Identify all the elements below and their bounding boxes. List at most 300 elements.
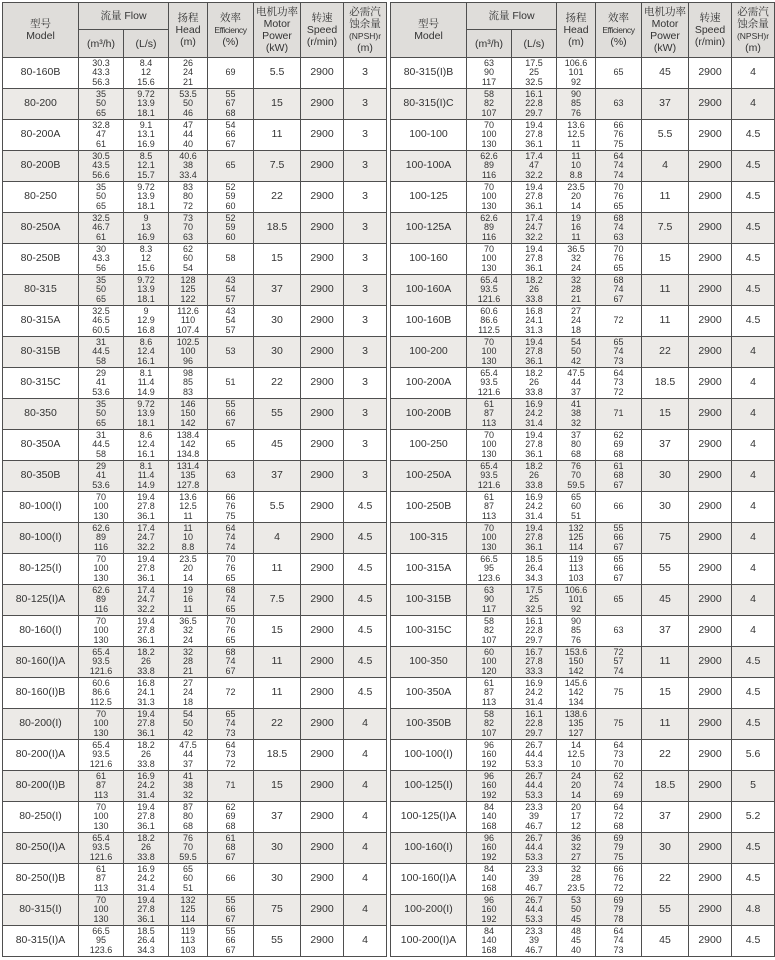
cell-line: (NPSH)r [348, 31, 382, 41]
cell-line: 60 [225, 231, 236, 242]
cell-line: 127 [568, 727, 584, 738]
model-cell: 100-350A [391, 678, 467, 709]
efficiency-cell [596, 368, 642, 399]
cell-line: 76 [613, 873, 624, 884]
head-cell [169, 275, 208, 306]
speed-cell: 2900 [301, 368, 344, 399]
cell-line: 45 [570, 935, 581, 946]
model-cell: 100-125(I) [391, 771, 467, 802]
cell-line: 29.7 [525, 634, 543, 645]
cell-line: 66.5 [480, 553, 498, 564]
cell-line: 132 [180, 894, 196, 905]
cell-line: 36.1 [137, 634, 155, 645]
flow-m3h-cell [79, 244, 124, 275]
cell-line: 87 [483, 408, 494, 419]
cell-line: (m) [568, 36, 584, 48]
table-row [3, 368, 387, 399]
model-cell: 80-200(I)B [3, 771, 79, 802]
cell-line: 58 [483, 708, 494, 719]
table-row [3, 926, 387, 957]
cell-line: 19.4 [525, 522, 543, 533]
cell-line: 53.3 [525, 851, 543, 862]
flow-ls-cell [512, 213, 557, 244]
cell-line: 16.1 [525, 708, 543, 719]
cell-line: 83 [182, 181, 193, 192]
cell-line: 98 [182, 367, 193, 378]
head-cell [557, 771, 596, 802]
efficiency-cell [596, 864, 642, 895]
cell-line: 26 [528, 284, 539, 295]
speed-cell: 2900 [689, 430, 732, 461]
cell-line: 76 [225, 501, 236, 512]
flow-m3h-cell [467, 647, 512, 678]
flow-m3h-cell [467, 151, 512, 182]
model-cell: 100-350B [391, 709, 467, 740]
model-cell: 80-250 [3, 182, 79, 213]
efficiency-cell [208, 399, 254, 430]
cell-line: 113 [481, 696, 497, 707]
cell-line: 63 [613, 98, 624, 109]
cell-line: 36 [570, 832, 581, 843]
cell-line: 69 [225, 67, 236, 78]
flow-ls-cell [512, 182, 557, 213]
cell-line: 63 [182, 231, 193, 242]
cell-line: 74 [613, 935, 624, 946]
motor-power-cell: 30 [642, 461, 689, 492]
cell-line: 12 [570, 820, 581, 831]
npsh-cell: 4 [732, 337, 775, 368]
table-row [3, 678, 387, 709]
cell-line: 效率 [220, 12, 241, 24]
flow-m3h-cell [79, 771, 124, 802]
head-cell [169, 647, 208, 678]
cell-line: 68 [613, 448, 624, 459]
model-cell: 100-160A [391, 275, 467, 306]
cell-line: 73 [613, 944, 624, 955]
cell-line: 65 [95, 417, 106, 428]
cell-line: 142 [568, 687, 584, 698]
table-row [391, 895, 775, 926]
speed-cell: 2900 [301, 585, 344, 616]
efficiency-cell [596, 182, 642, 213]
cell-line: 扬程 [177, 12, 199, 24]
cell-line: 76 [613, 253, 624, 264]
speed-cell: 2900 [689, 523, 732, 554]
cell-line: 9.72 [137, 274, 155, 285]
cell-line: 66 [613, 563, 624, 574]
head-cell [169, 616, 208, 647]
cell-line: 68 [613, 820, 624, 831]
cell-line: 55 [225, 894, 236, 905]
cell-line: 66 [225, 129, 236, 140]
speed-cell: 2900 [689, 895, 732, 926]
col-header-model [3, 3, 79, 58]
cell-line: 61 [613, 460, 624, 471]
cell-line: 31.3 [137, 696, 155, 707]
cell-line: 19.4 [525, 243, 543, 254]
motor-power-cell: 11 [642, 306, 689, 337]
cell-line: 67 [225, 665, 236, 676]
cell-line: 53.3 [525, 758, 543, 769]
cell-line: 39 [528, 935, 539, 946]
cell-line: 68 [225, 820, 236, 831]
cell-line: 21 [182, 76, 193, 87]
efficiency-cell [208, 740, 254, 771]
table-row [391, 802, 775, 833]
table-row [3, 523, 387, 554]
cell-line: 32.2 [137, 603, 155, 614]
cell-line: 67 [225, 417, 236, 428]
cell-line: 57 [613, 656, 624, 667]
cell-line: 60.6 [92, 677, 110, 688]
npsh-cell: 4.5 [344, 678, 387, 709]
cell-line: 117 [481, 603, 497, 614]
table-row [391, 678, 775, 709]
efficiency-cell [596, 678, 642, 709]
cell-line: 62 [613, 429, 624, 440]
cell-line: 25 [528, 67, 539, 78]
npsh-cell: 4 [344, 833, 387, 864]
cell-line: 33.8 [525, 479, 543, 490]
cell-line: 19.4 [137, 894, 155, 905]
model-cell: 80-100(I) [3, 523, 79, 554]
cell-line: 113 [93, 789, 109, 800]
table-row [3, 275, 387, 306]
cell-line: 101 [568, 67, 584, 78]
col-header-npsh [344, 3, 387, 58]
cell-line: Speed [694, 24, 726, 36]
speed-cell: 2900 [689, 89, 732, 120]
cell-line: 37 [182, 758, 193, 769]
cell-line: 67 [225, 851, 236, 862]
speed-cell: 2900 [301, 554, 344, 585]
cell-line: 82 [483, 718, 494, 729]
cell-line: 16.8 [137, 324, 155, 335]
flow-m3h-cell [79, 492, 124, 523]
cell-line: 18.2 [525, 460, 543, 471]
cell-line: 21 [182, 665, 193, 676]
speed-cell: 2900 [301, 275, 344, 306]
flow-m3h-cell [467, 337, 512, 368]
head-cell [169, 554, 208, 585]
cell-line: 44 [570, 377, 581, 388]
motor-power-cell: 30 [642, 833, 689, 864]
head-cell [557, 182, 596, 213]
efficiency-cell [596, 771, 642, 802]
flow-m3h-cell [79, 306, 124, 337]
cell-line: 9 [143, 305, 149, 316]
cell-line: 32.2 [525, 231, 543, 242]
table-row [3, 833, 387, 864]
cell-line: 89 [483, 222, 494, 233]
cell-line: 22.8 [525, 718, 543, 729]
cell-line: 150 [568, 656, 584, 667]
cell-line: 24 [182, 634, 193, 645]
cell-line: 32 [182, 646, 193, 657]
cell-line: 50 [182, 98, 193, 109]
cell-line: 112.5 [478, 324, 500, 335]
cell-line: 16 [182, 594, 193, 605]
cell-line: 70 [483, 336, 494, 347]
head-cell [169, 895, 208, 926]
npsh-cell: 4.5 [344, 616, 387, 647]
motor-power-cell: 37 [254, 275, 301, 306]
head-cell [169, 120, 208, 151]
cell-line: 12.5 [567, 749, 585, 760]
cell-line: 85 [570, 98, 581, 109]
npsh-cell: 4 [344, 709, 387, 740]
flow-ls-cell [124, 647, 169, 678]
cell-line: 58 [95, 448, 106, 459]
cell-line: 23.5 [179, 553, 197, 564]
cell-line: 192 [481, 851, 497, 862]
cell-line: 74 [613, 346, 624, 357]
cell-line: 17.4 [525, 150, 543, 161]
head-cell [169, 337, 208, 368]
head-cell [557, 616, 596, 647]
flow-ls-cell [512, 58, 557, 89]
col-header-flow-m3h [79, 30, 124, 58]
table-row [391, 554, 775, 585]
cell-line: 26 [528, 377, 539, 388]
cell-line: 17.4 [525, 212, 543, 223]
efficiency-cell [208, 492, 254, 523]
cell-line: 142 [568, 665, 584, 676]
motor-power-cell: 15 [642, 678, 689, 709]
head-cell [557, 399, 596, 430]
cell-line: 70 [182, 842, 193, 853]
flow-m3h-cell [467, 926, 512, 957]
table-row [3, 740, 387, 771]
cell-line: 113 [568, 563, 584, 574]
cell-line: 130 [481, 200, 497, 211]
cell-line: 23.3 [525, 863, 543, 874]
model-cell: 80-315(I)A [3, 926, 79, 957]
flow-ls-cell [124, 833, 169, 864]
efficiency-cell [596, 275, 642, 306]
flow-m3h-cell [79, 120, 124, 151]
efficiency-cell [596, 244, 642, 275]
cell-line: 100 [93, 501, 109, 512]
cell-line: 68 [613, 212, 624, 223]
model-cell: 100-200A [391, 368, 467, 399]
cell-line: 电机功率 [644, 6, 686, 18]
cell-line: 76 [225, 563, 236, 574]
cell-line: 27.8 [525, 129, 543, 140]
cell-line: 65 [225, 634, 236, 645]
npsh-cell: 3 [344, 182, 387, 213]
cell-line: 46 [182, 107, 193, 118]
cell-line: 100 [93, 625, 109, 636]
motor-power-cell: 11 [254, 647, 301, 678]
model-cell: 100-125 [391, 182, 467, 213]
npsh-cell: 3 [344, 58, 387, 89]
cell-line: 13.9 [137, 191, 155, 202]
model-cell: 80-250B [3, 244, 79, 275]
cell-line: 27.8 [137, 904, 155, 915]
cell-line: 61 [95, 138, 106, 149]
motor-power-cell: 11 [642, 709, 689, 740]
npsh-cell: 4.5 [732, 275, 775, 306]
efficiency-cell [596, 120, 642, 151]
model-cell: 100-315B [391, 585, 467, 616]
cell-line: 55 [613, 522, 624, 533]
cell-line: 26 [140, 842, 151, 853]
cell-line: 16.9 [525, 398, 543, 409]
flow-m3h-cell [467, 182, 512, 213]
cell-line: 16.9 [137, 138, 155, 149]
cell-line: 60 [182, 873, 193, 884]
cell-line: 68 [225, 107, 236, 118]
motor-power-cell: 55 [254, 926, 301, 957]
cell-line: 65 [182, 863, 193, 874]
model-cell: 100-160(I)A [391, 864, 467, 895]
head-cell [169, 461, 208, 492]
efficiency-cell [596, 58, 642, 89]
cell-line: 27.8 [525, 191, 543, 202]
model-cell: 80-160(I)B [3, 678, 79, 709]
cell-line: 59.5 [179, 851, 197, 862]
cell-line: 36.5 [567, 243, 585, 254]
cell-line: 121.6 [477, 293, 501, 304]
cell-line: 53.6 [92, 479, 110, 490]
cell-line: 61 [95, 770, 106, 781]
flow-ls-cell [124, 585, 169, 616]
cell-line: 19.4 [137, 801, 155, 812]
cell-line: 103 [180, 944, 196, 955]
cell-line: 流量 Flow [488, 10, 535, 22]
motor-power-cell: 11 [254, 554, 301, 585]
cell-line: 68 [613, 470, 624, 481]
cell-line: 106.6 [564, 57, 588, 68]
cell-line: 27 [570, 305, 581, 316]
table-row [391, 368, 775, 399]
cell-line: 160 [481, 904, 497, 915]
speed-cell: 2900 [301, 895, 344, 926]
cell-line: 75 [613, 687, 624, 698]
cell-line: 65 [570, 491, 581, 502]
cell-line: 24.2 [525, 408, 543, 419]
cell-line: 27.8 [137, 501, 155, 512]
head-cell [169, 213, 208, 244]
cell-line: 70 [95, 553, 106, 564]
cell-line: 18 [570, 324, 581, 335]
cell-line: 32.5 [525, 603, 543, 614]
cell-line: 82 [483, 625, 494, 636]
efficiency-cell [596, 647, 642, 678]
speed-cell: 2900 [689, 554, 732, 585]
cell-line: 160 [481, 842, 497, 853]
head-cell [557, 895, 596, 926]
cell-line: 31.4 [137, 789, 155, 800]
cell-line: 23.3 [525, 801, 543, 812]
efficiency-cell [596, 399, 642, 430]
col-header-flow-ls [512, 30, 557, 58]
cell-line: 32 [182, 625, 193, 636]
cell-line: 140 [481, 935, 497, 946]
cell-line: 16.7 [525, 646, 543, 657]
head-cell [557, 306, 596, 337]
cell-line: 53.3 [525, 789, 543, 800]
cell-line: 15.7 [137, 169, 155, 180]
cell-line: 44.4 [525, 842, 543, 853]
efficiency-cell [208, 244, 254, 275]
cell-line: 55 [225, 398, 236, 409]
cell-line: 19.4 [525, 429, 543, 440]
speed-cell: 2900 [301, 647, 344, 678]
motor-power-cell: 22 [642, 337, 689, 368]
cell-line: 64 [613, 367, 624, 378]
cell-line: 68 [225, 842, 236, 853]
col-header-npsh [732, 3, 775, 58]
cell-line: 16.1 [137, 448, 155, 459]
flow-ls-cell [124, 771, 169, 802]
cell-line: 107 [481, 107, 497, 118]
motor-power-cell: 11 [642, 275, 689, 306]
cell-line: 66 [613, 863, 624, 874]
table-row [391, 523, 775, 554]
cell-line: 138.4 [176, 429, 200, 440]
head-cell [557, 337, 596, 368]
efficiency-cell [208, 182, 254, 213]
cell-line: 72 [613, 811, 624, 822]
flow-ls-cell [512, 337, 557, 368]
flow-ls-cell [124, 213, 169, 244]
cell-line: 29.7 [525, 727, 543, 738]
efficiency-cell [208, 461, 254, 492]
cell-line: 36.1 [137, 820, 155, 831]
npsh-cell: 4.5 [732, 120, 775, 151]
model-cell: 80-125(I) [3, 554, 79, 585]
flow-ls-cell [124, 554, 169, 585]
cell-line: 39 [528, 873, 539, 884]
npsh-cell: 4.5 [732, 213, 775, 244]
model-cell: 100-160 [391, 244, 467, 275]
cell-line: 28 [570, 284, 581, 295]
cell-line: 18.2 [137, 646, 155, 657]
cell-line: 18.1 [137, 417, 155, 428]
cell-line: 73 [613, 355, 624, 366]
motor-power-cell: 15 [642, 399, 689, 430]
flow-ls-cell [512, 430, 557, 461]
npsh-cell: 3 [344, 337, 387, 368]
flow-m3h-cell [79, 926, 124, 957]
motor-power-cell: 15 [254, 771, 301, 802]
cell-line: 70 [483, 181, 494, 192]
cell-line: 33.8 [525, 386, 543, 397]
npsh-cell: 4.5 [732, 182, 775, 213]
motor-power-cell: 15 [254, 244, 301, 275]
cell-line: 95 [95, 935, 106, 946]
efficiency-cell [596, 554, 642, 585]
npsh-cell: 4 [344, 771, 387, 802]
flow-m3h-cell [467, 120, 512, 151]
cell-line: 17.4 [137, 584, 155, 595]
cell-line: 33.4 [179, 169, 197, 180]
cell-line: 116 [481, 169, 497, 180]
cell-line: (r/min) [694, 36, 726, 48]
cell-line: 132 [568, 522, 584, 533]
flow-m3h-cell [79, 58, 124, 89]
npsh-cell: 3 [344, 461, 387, 492]
cell-line: 70 [570, 470, 581, 481]
efficiency-cell [596, 926, 642, 957]
cell-line: 46.7 [525, 882, 543, 893]
cell-line: 16.1 [525, 88, 543, 99]
model-cell: 100-100 [391, 120, 467, 151]
cell-line: 40 [182, 138, 193, 149]
cell-line: 12.5 [567, 129, 585, 140]
